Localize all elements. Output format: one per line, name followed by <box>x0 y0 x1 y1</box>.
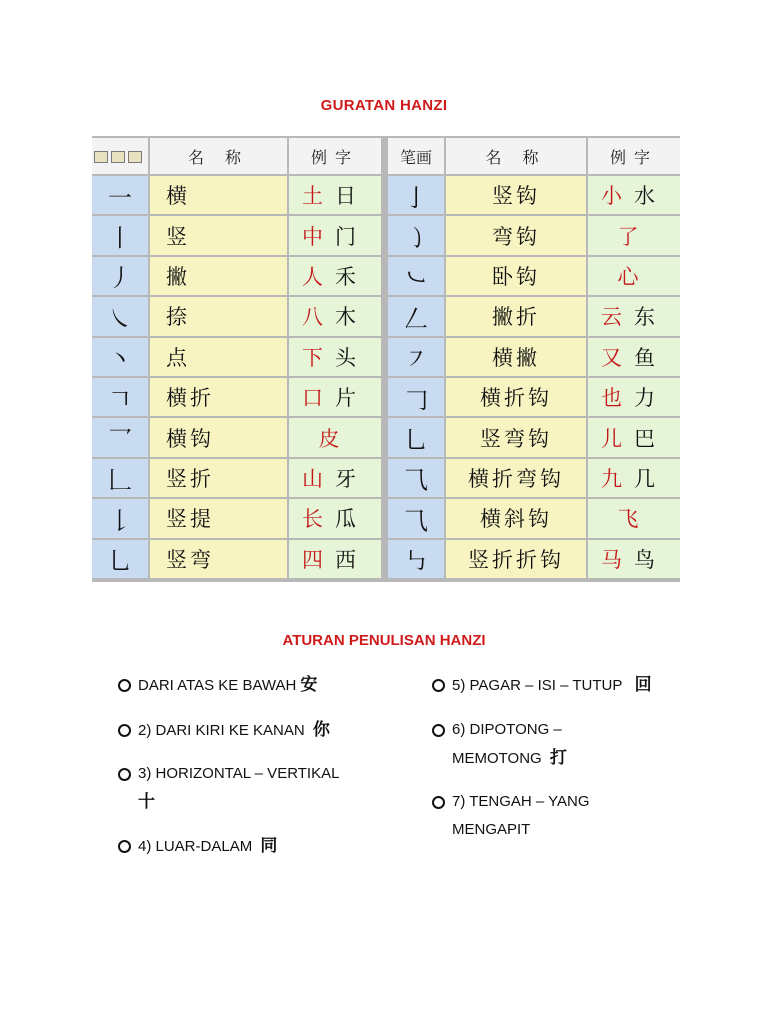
example-char: 四 <box>302 547 335 572</box>
rule-item <box>118 671 378 700</box>
example-char: 片 <box>335 386 368 411</box>
toolbar-icons <box>94 148 146 166</box>
stroke-cell: 乚 <box>92 540 148 578</box>
table-row <box>388 378 680 416</box>
example-char: 门 <box>335 224 368 249</box>
stroke-cell: 𠃌 <box>388 378 444 416</box>
name-cell: 卧钩 <box>446 257 586 295</box>
example-char: 八 <box>302 305 335 330</box>
name-cell: 横钩 <box>150 418 287 456</box>
example-char: 儿 <box>601 426 634 451</box>
table-row <box>92 540 381 578</box>
name-cell: 撇 <box>150 257 287 295</box>
name-cell: 撇折 <box>446 297 586 335</box>
table-row <box>92 338 381 376</box>
table-row <box>92 418 381 456</box>
example-char: 土 <box>302 184 335 209</box>
example-char: 鸟 <box>634 547 667 572</box>
example-char: 鱼 <box>634 345 667 370</box>
name-cell: 竖 <box>150 216 287 254</box>
name-cell: 横折 <box>150 378 287 416</box>
table-row <box>388 257 680 295</box>
example-cell <box>289 297 381 335</box>
example-char: 小 <box>601 184 634 209</box>
table-row <box>92 297 381 335</box>
example-char: 长 <box>302 507 335 532</box>
example-cell <box>289 459 381 497</box>
rule-text: 2) DARI KIRI KE KANAN <box>138 722 305 739</box>
example-cell <box>289 540 381 578</box>
example-char: 几 <box>634 466 667 491</box>
name-cell: 弯钩 <box>446 216 586 254</box>
name-cell: 横撇 <box>446 338 586 376</box>
name-cell: 捺 <box>150 297 287 335</box>
example-char: 皮 <box>318 426 352 451</box>
example-cell <box>588 297 680 335</box>
example-char: 巴 <box>634 426 667 451</box>
stroke-cell: 𠃋 <box>388 297 444 335</box>
example-char: 牙 <box>335 466 368 491</box>
stroke-cell: ㇁ <box>388 216 444 254</box>
stroke-cell: 丿 <box>92 257 148 295</box>
table-row <box>388 176 680 214</box>
rule-text-cont: MEMOTONG <box>452 750 542 767</box>
example-char: 头 <box>335 345 368 370</box>
example-char: 力 <box>634 386 667 411</box>
example-char: 西 <box>335 547 368 572</box>
page-title: GURATAN HANZI <box>320 97 448 114</box>
rule-hanzi: 同 <box>260 836 278 856</box>
example-cell <box>289 378 381 416</box>
stroke-cell: ㇃ <box>388 257 444 295</box>
name-cell: 竖提 <box>150 499 287 537</box>
example-char: 马 <box>601 547 634 572</box>
header-example: 例字 <box>588 138 680 174</box>
table-row <box>92 459 381 497</box>
example-char: 禾 <box>335 264 368 289</box>
example-char: 水 <box>634 184 667 209</box>
stroke-cell: 𠃍 <box>92 378 148 416</box>
example-cell <box>289 216 381 254</box>
header-name: 名 称 <box>446 138 586 174</box>
header-name: 名 称 <box>150 138 287 174</box>
table-header <box>92 138 381 174</box>
example-char: 了 <box>617 224 651 249</box>
header-example: 例字 <box>289 138 381 174</box>
table-row <box>388 499 680 537</box>
header-stroke: 笔画 <box>388 138 444 174</box>
example-char: 中 <box>302 224 335 249</box>
example-cell <box>588 338 680 376</box>
table-row <box>388 459 680 497</box>
stroke-cell: 丨 <box>92 216 148 254</box>
example-char: 木 <box>335 305 368 330</box>
name-cell: 点 <box>150 338 287 376</box>
rule-item <box>432 671 682 700</box>
table-row <box>388 297 680 335</box>
stroke-table-right <box>388 136 680 582</box>
example-char: 心 <box>617 264 651 289</box>
stroke-cell: 亅 <box>388 176 444 214</box>
rule-text: 3) HORIZONTAL – VERTIKAL <box>138 765 340 782</box>
example-cell <box>588 257 680 295</box>
stroke-cell: ㇇ <box>388 338 444 376</box>
image-icon <box>94 151 108 163</box>
rule-text: 7) TENGAH – YANG <box>452 793 590 810</box>
example-cell <box>588 499 680 537</box>
stroke-cell: 丶 <box>92 338 148 376</box>
stroke-cell: 乛 <box>92 418 148 456</box>
stroke-cell: ⺄ <box>388 459 444 497</box>
name-cell: 横 <box>150 176 287 214</box>
example-cell <box>588 378 680 416</box>
rule-text: 6) DIPOTONG – <box>452 721 562 738</box>
example-cell <box>588 176 680 214</box>
name-cell: 横折钩 <box>446 378 586 416</box>
table-row <box>92 257 381 295</box>
stroke-cell: 𠄌 <box>92 499 148 537</box>
example-char: 又 <box>601 345 634 370</box>
name-cell: 竖折折钩 <box>446 540 586 578</box>
rule-text: DARI ATAS KE BAWAH <box>138 677 297 694</box>
table-row <box>388 216 680 254</box>
stroke-cell: ㇏ <box>92 297 148 335</box>
example-cell <box>588 459 680 497</box>
stroke-cell: 乚 <box>388 418 444 456</box>
stroke-cell: ⺄ <box>388 499 444 537</box>
stroke-table-left <box>92 136 381 582</box>
example-char: 云 <box>601 305 634 330</box>
example-char: 下 <box>302 345 335 370</box>
name-cell: 竖折 <box>150 459 287 497</box>
name-cell: 竖弯钩 <box>446 418 586 456</box>
example-char: 九 <box>601 466 634 491</box>
example-char: 瓜 <box>335 507 368 532</box>
rule-hanzi: 打 <box>549 748 567 768</box>
stroke-cell: 一 <box>92 176 148 214</box>
name-cell: 横斜钩 <box>446 499 586 537</box>
example-char: 东 <box>634 305 667 330</box>
rule-hanzi: 十 <box>138 792 155 812</box>
stroke-table <box>92 136 680 582</box>
rule-item <box>118 832 378 861</box>
rule-hanzi: 回 <box>634 675 652 695</box>
stroke-cell: ㇉ <box>388 540 444 578</box>
example-char: 人 <box>302 264 335 289</box>
example-cell <box>588 216 680 254</box>
example-char: 口 <box>302 386 335 411</box>
example-char: 也 <box>601 386 634 411</box>
table-row <box>388 338 680 376</box>
table-row <box>92 216 381 254</box>
example-char: 日 <box>335 184 368 209</box>
example-char: 飞 <box>617 507 651 532</box>
name-cell: 竖弯 <box>150 540 287 578</box>
table-row <box>388 540 680 578</box>
rule-item <box>432 716 682 773</box>
example-cell <box>588 418 680 456</box>
header-stroke <box>92 138 148 174</box>
window-icon <box>128 151 142 163</box>
table-row <box>388 418 680 456</box>
example-cell <box>289 338 381 376</box>
rule-hanzi: 你 <box>312 720 330 740</box>
section-subtitle: ATURAN PENULISAN HANZI <box>282 632 486 649</box>
name-cell: 竖钩 <box>446 176 586 214</box>
envelope-icon <box>111 151 125 163</box>
example-char: 山 <box>302 466 335 491</box>
table-row <box>92 176 381 214</box>
table-header <box>388 138 680 174</box>
rule-text: 5) PAGAR – ISI – TUTUP <box>452 677 623 694</box>
table-row <box>92 499 381 537</box>
rule-item <box>118 760 378 817</box>
rule-item <box>118 716 378 745</box>
rule-text: 4) LUAR-DALAM <box>138 838 253 855</box>
example-cell <box>289 257 381 295</box>
example-cell <box>289 176 381 214</box>
table-row <box>92 378 381 416</box>
rule-item <box>432 788 682 844</box>
name-cell: 横折弯钩 <box>446 459 586 497</box>
rule-text-cont: MENGAPIT <box>452 821 531 838</box>
rule-hanzi: 安 <box>300 675 318 695</box>
stroke-cell: 𠃊 <box>92 459 148 497</box>
example-cell <box>289 418 381 456</box>
example-cell <box>289 499 381 537</box>
example-cell <box>588 540 680 578</box>
